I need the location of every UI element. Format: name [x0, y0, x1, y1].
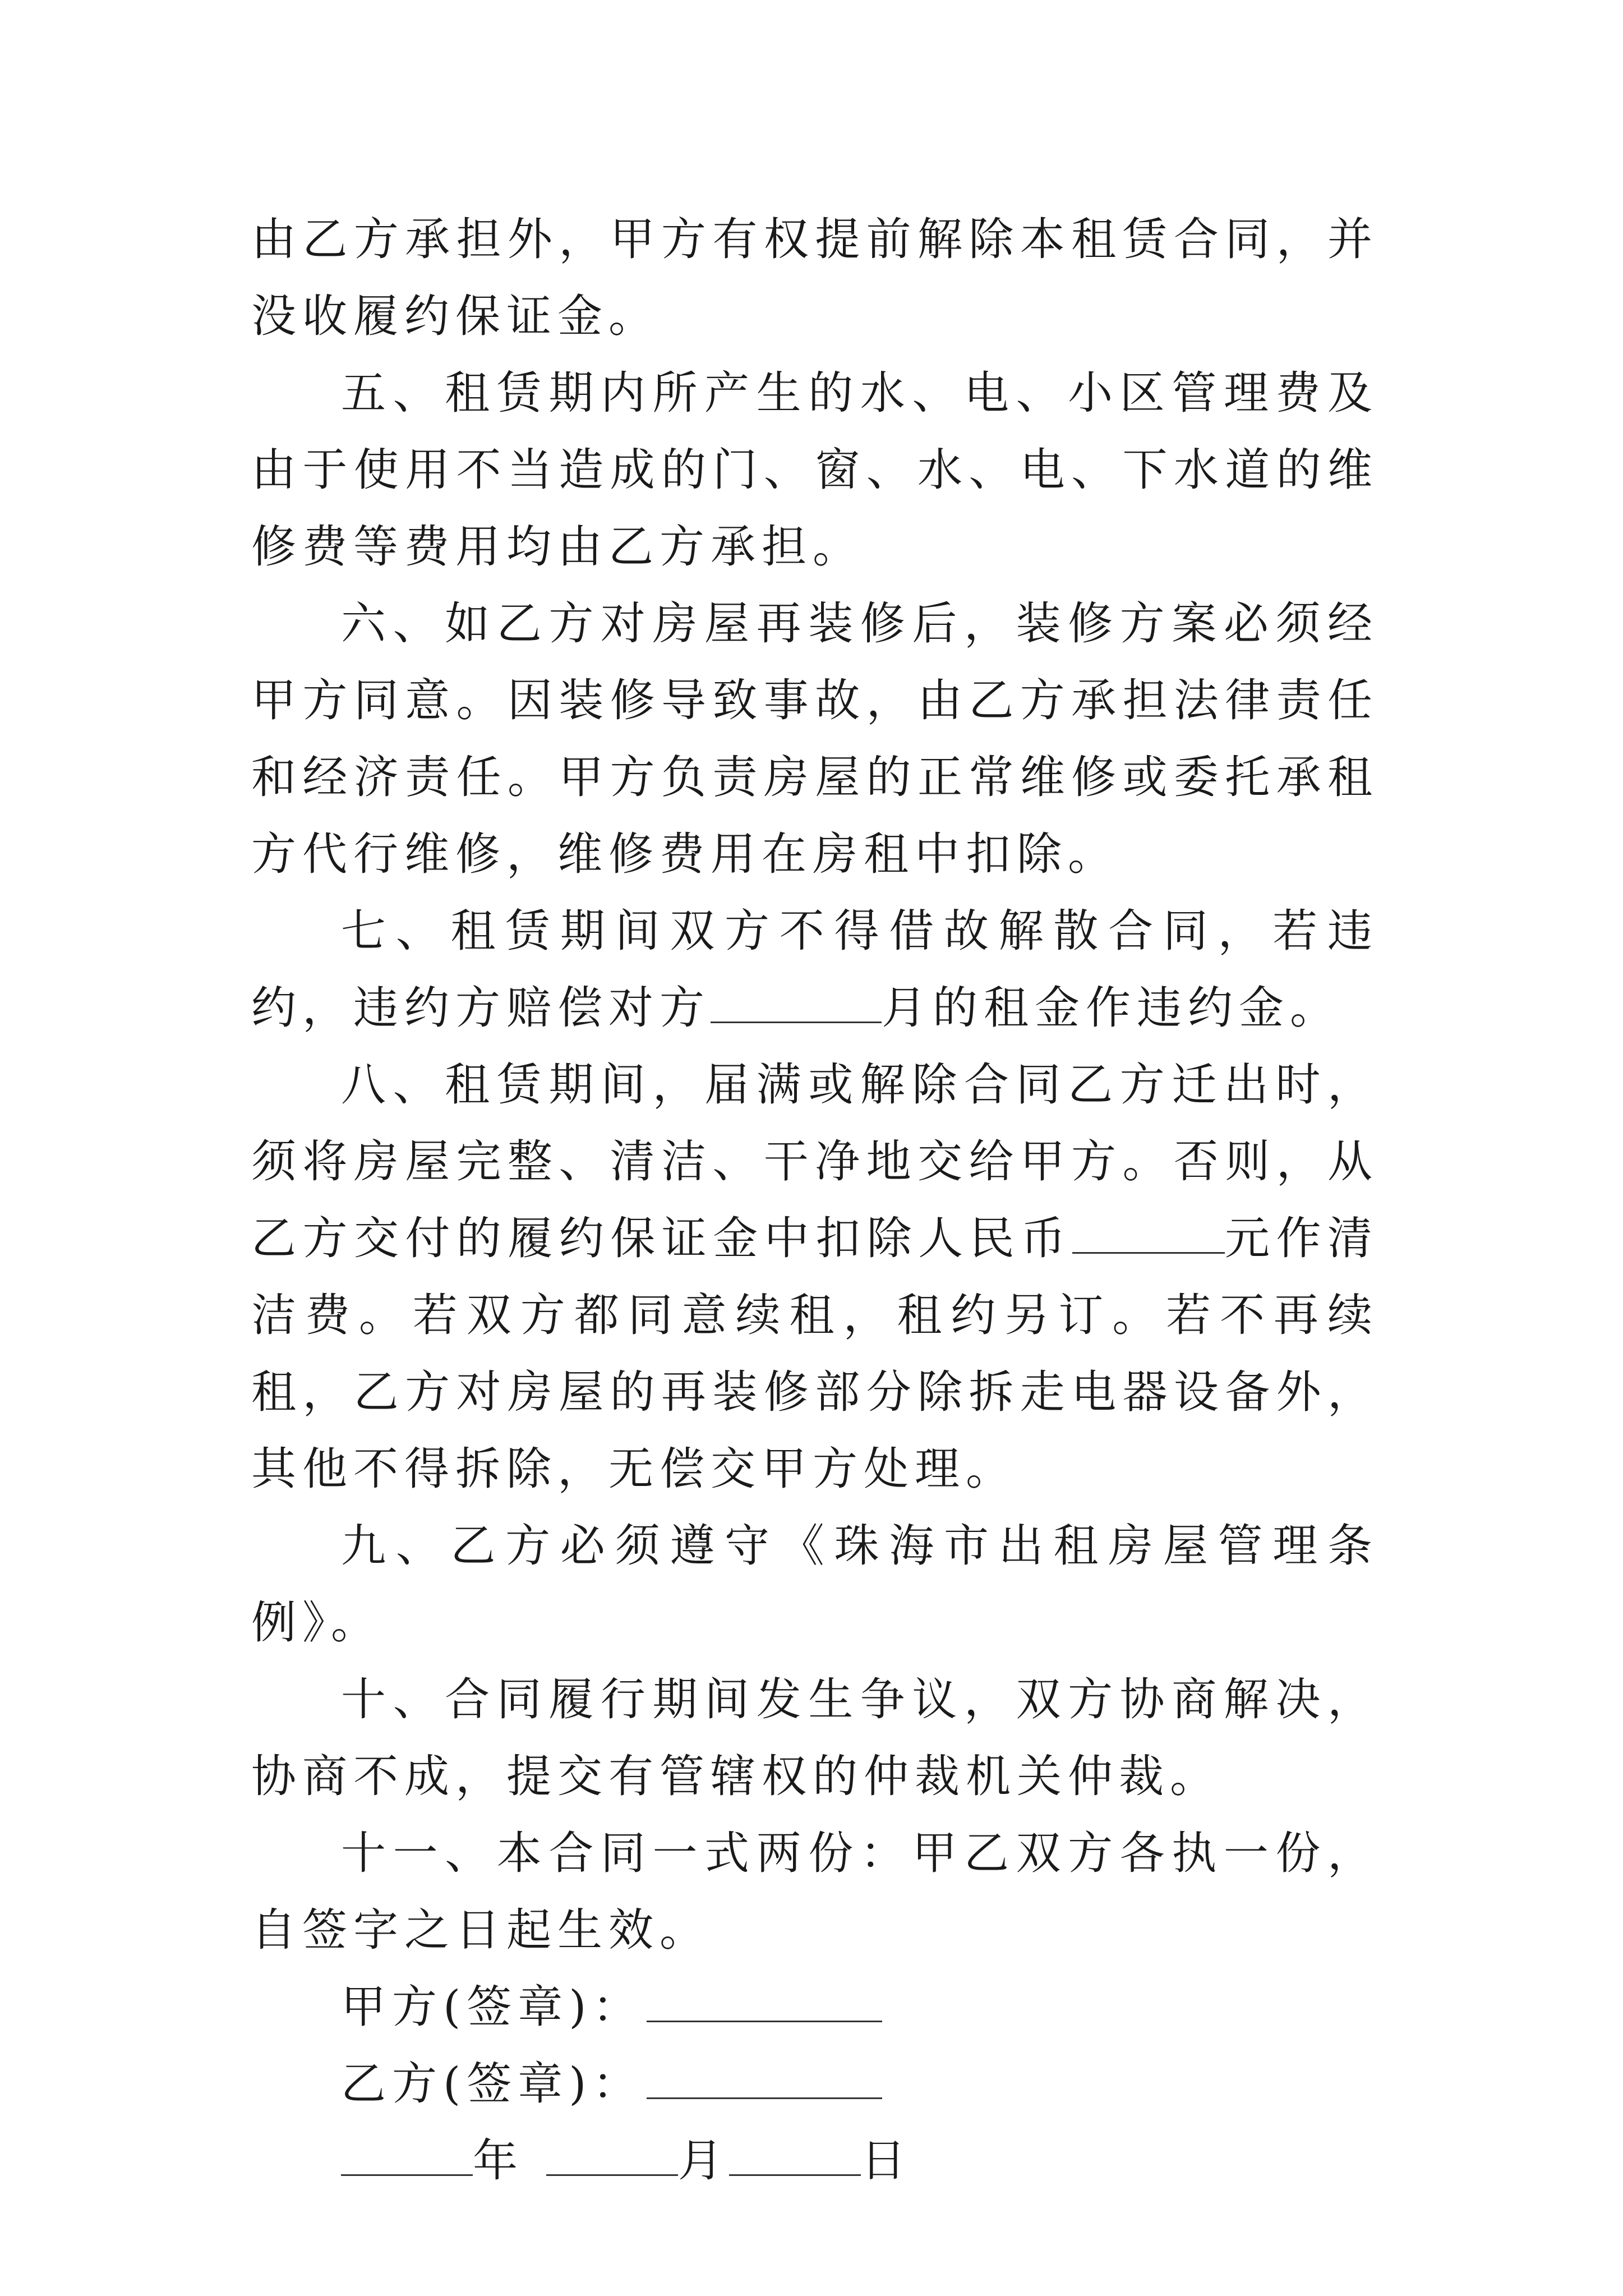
paragraph-text: 元作清洁费。若双方都同意续租，租约另订。若不再续租，乙方对房屋的再装修部分除拆走电器设备外，其他不得拆除，无偿交甲方处理。: [251, 1212, 1378, 1495]
clause-11: [251, 1815, 1378, 1968]
paragraph-text: 十、合同履行期间发生争议，双方协商解决，协商不成，提交有管辖权的仲裁机关仲裁。: [251, 1673, 1378, 1802]
day-label: 日: [861, 2134, 912, 2187]
paragraph-text: 由乙方承担外，甲方有权提前解除本租赁合同，并没收履约保证金。: [251, 213, 1378, 342]
penalty-months-blank[interactable]: [711, 977, 882, 1023]
cleaning-fee-blank[interactable]: [1072, 1207, 1225, 1254]
month-label: 月: [678, 2134, 729, 2187]
clause-9: [251, 1507, 1378, 1661]
signing-date: [251, 2122, 1378, 2199]
paragraph-text: 十一、本合同一式两份：甲乙双方各执一份，自签字之日起生效。: [251, 1827, 1378, 1956]
party-b-label: 乙方(签章)：: [341, 2058, 644, 2110]
party-b-signature-blank[interactable]: [647, 2053, 882, 2099]
party-a-signature: [251, 1968, 1378, 2045]
day-blank[interactable]: [729, 2129, 861, 2176]
clause-5: [251, 355, 1378, 585]
paragraph-text: 月的租金作违约金。: [882, 982, 1341, 1034]
month-blank[interactable]: [546, 2129, 678, 2176]
party-b-signature: [251, 2045, 1378, 2122]
paragraph-text: 五、租赁期内所产生的水、电、小区管理费及由于使用不当造成的门、窗、水、电、下水道的维修费等费用均由乙方承担。: [251, 367, 1378, 573]
year-blank[interactable]: [341, 2129, 473, 2176]
year-label: 年: [473, 2134, 524, 2187]
paragraph-continuation: [251, 201, 1378, 355]
clause-8: [251, 1046, 1378, 1507]
paragraph-text: 八、租赁期间，届满或解除合同乙方迁出时，须将房屋完整、清洁、干净地交给甲方。否则，从乙方交付的履约保证金中扣除人民币: [251, 1059, 1378, 1264]
clause-10: [251, 1661, 1378, 1815]
clause-7: [251, 892, 1378, 1046]
paragraph-text: 七、租赁期间双方不得借故解散合同，若违约，违约方赔偿对方: [251, 905, 1378, 1034]
party-a-label: 甲方(签章)：: [341, 1981, 644, 2033]
party-a-signature-blank[interactable]: [647, 1976, 882, 2022]
paragraph-text: 六、如乙方对房屋再装修后，装修方案必须经甲方同意。因装修导致事故，由乙方承担法律责任和经济责任。甲方负责房屋的正常维修或委托承租方代行维修，维修费用在房租中扣除。: [251, 597, 1378, 880]
clause-6: [251, 585, 1378, 892]
paragraph-text: 九、乙方必须遵守《珠海市出租房屋管理条例》。: [251, 1520, 1378, 1649]
document-body: [251, 201, 1378, 2199]
